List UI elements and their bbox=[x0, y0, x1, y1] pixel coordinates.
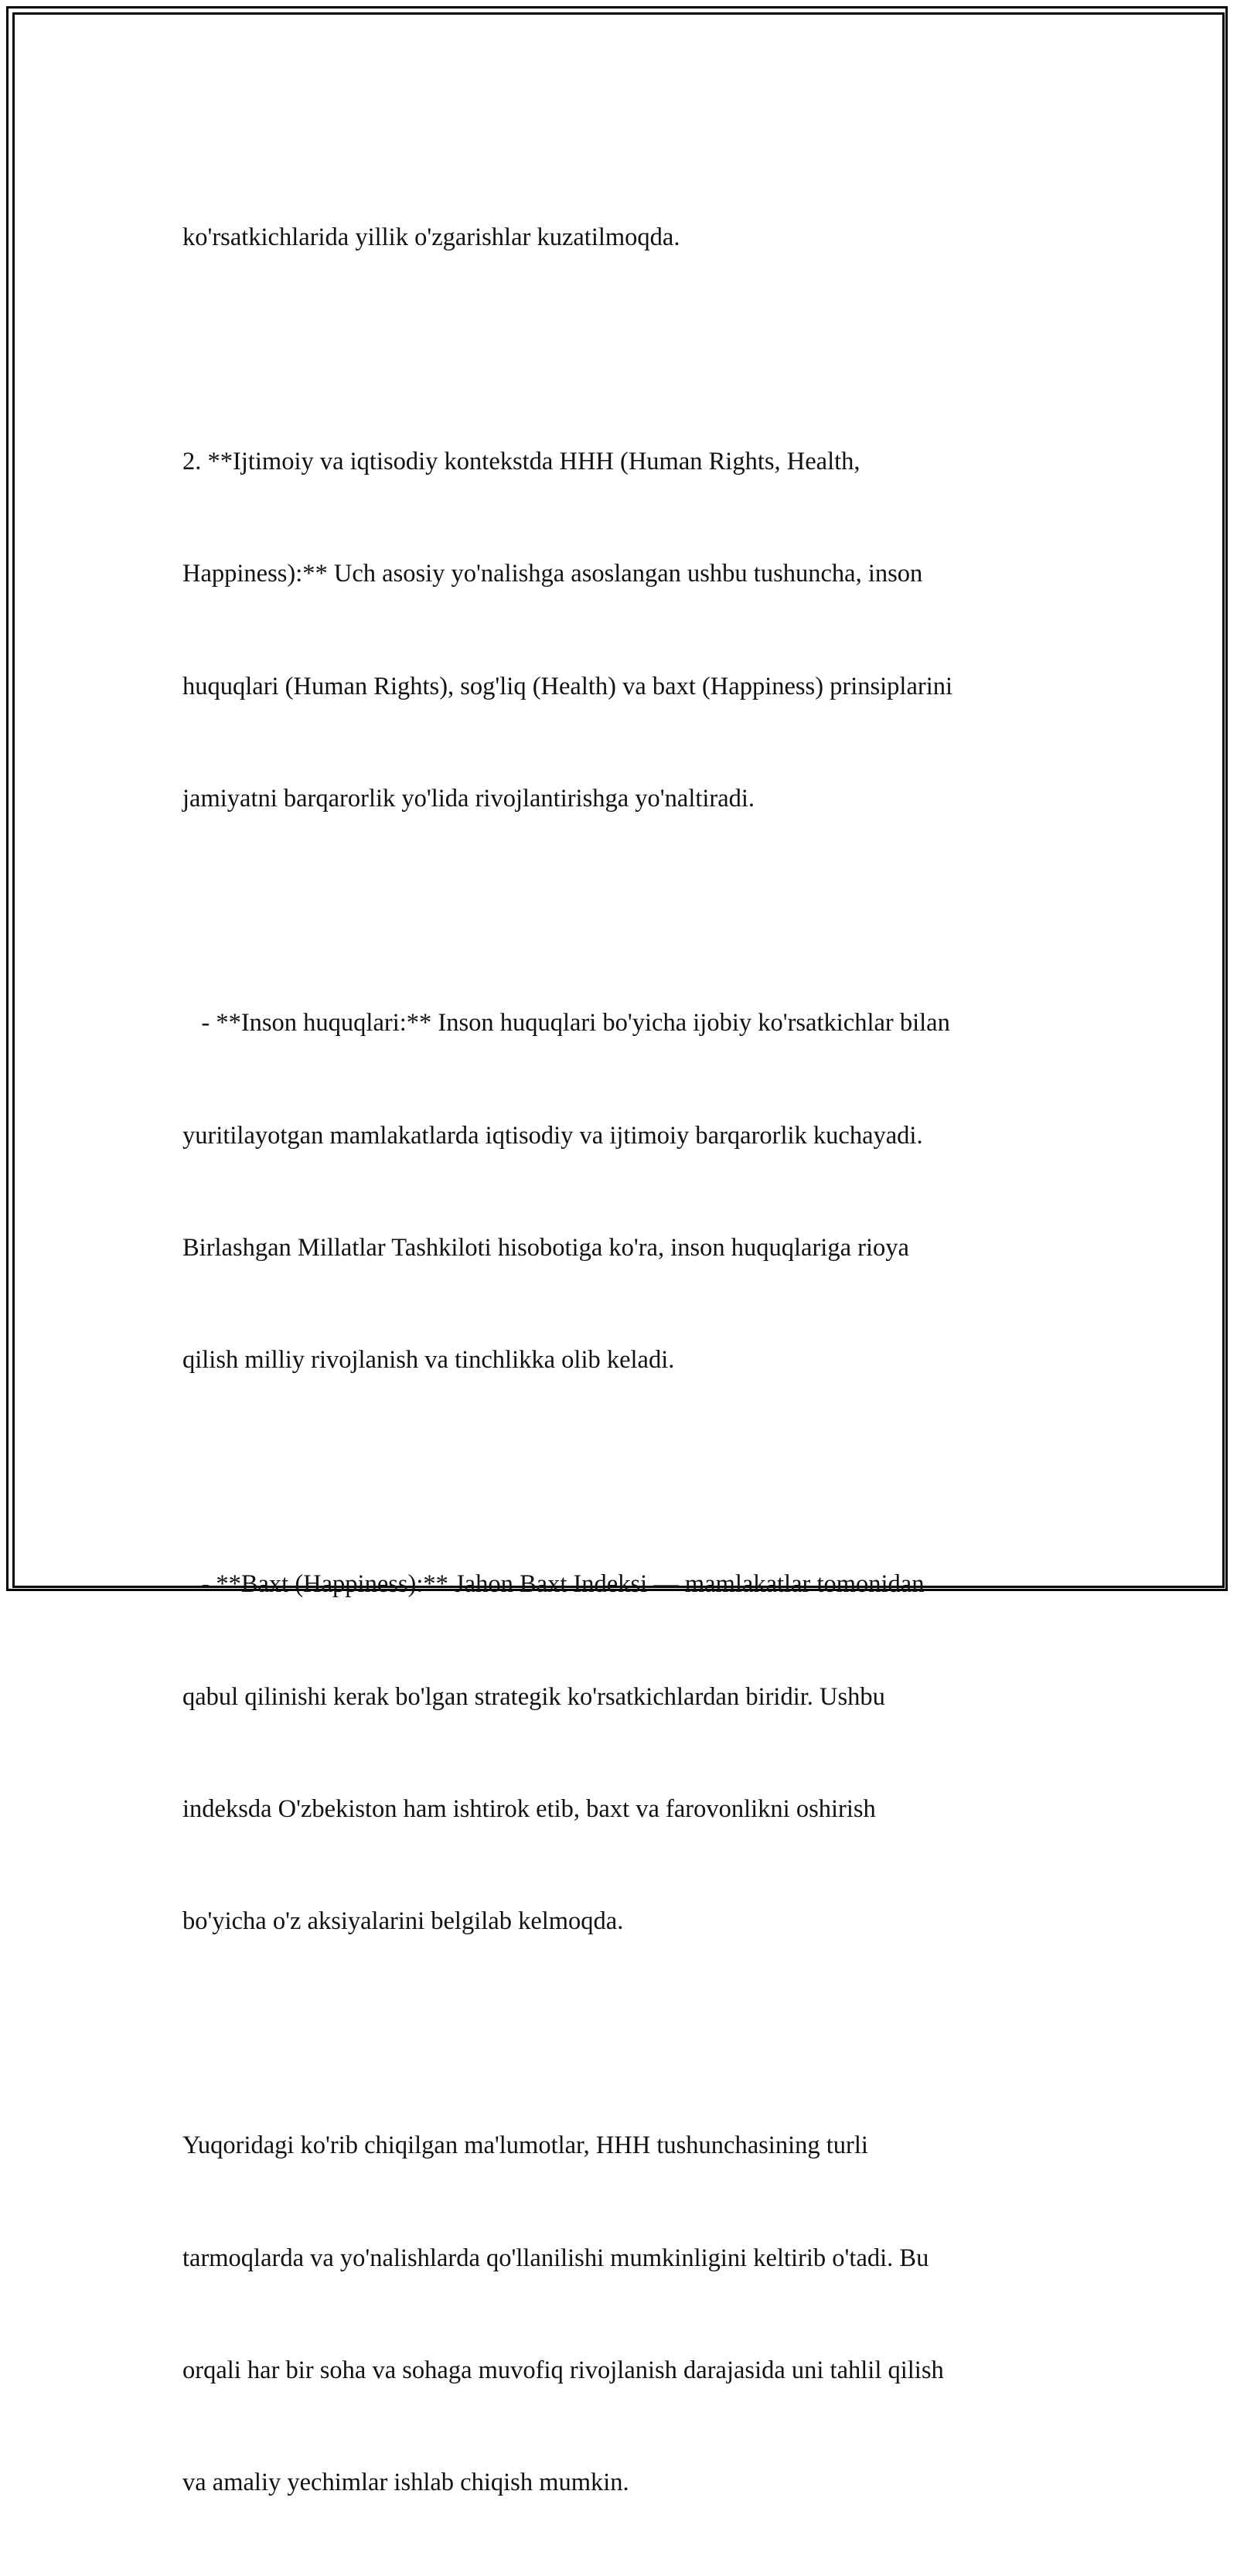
text-line: indeksda O'zbekiston ham ishtirok etib, baxt va farovonlikni oshirish bbox=[182, 1794, 876, 1823]
text-line: 2. **Ijtimoiy va iqtisodiy kontekstda HHH (Human Rights, Health, bbox=[182, 448, 860, 476]
text-line: jamiyatni barqarorlik yo'lida rivojlantirishga yo'naltiradi. bbox=[182, 784, 755, 813]
paragraph-gap bbox=[182, 331, 1072, 368]
document-body bbox=[182, 144, 1072, 2576]
text-line: va amaliy yechimlar ishlab chiqish mumkin. bbox=[182, 2469, 629, 2497]
paragraph-gap bbox=[182, 2015, 1072, 2052]
paragraph-gap bbox=[182, 1453, 1072, 1491]
text-line: Happiness):** Uch asosiy yo'nalishga asoslangan ushbu tushuncha, inson bbox=[182, 560, 923, 588]
text-line: Birlashgan Millatlar Tashkiloti hisobotiga ko'ra, inson huquqlariga rioya bbox=[182, 1233, 909, 1262]
paragraph-conclusion bbox=[182, 2053, 1072, 2576]
text-line: - **Baxt (Happiness):** Jahon Baxt Indeksi — mamlakatlar tomonidan bbox=[182, 1570, 925, 1599]
text-line: huquqlari (Human Rights), sog'liq (Health) va baxt (Happiness) prinsiplarini bbox=[182, 672, 953, 700]
text-line: - **Inson huquqlari:** Inson huquqlari bo'yicha ijobiy ko'rsatkichlar bilan bbox=[182, 1009, 950, 1038]
paragraph-human-rights bbox=[182, 930, 1072, 1454]
paragraph-gap bbox=[182, 892, 1072, 929]
text-line: orqali har bir soha va sohaga muvofiq rivojlanish darajasida uni tahlil qilish bbox=[182, 2356, 944, 2384]
text-line: yuritilayotgan mamlakatlarda iqtisodiy va ijtimoiy barqarorlik kuchayadi. bbox=[182, 1121, 923, 1150]
paragraph-hhh-context bbox=[182, 368, 1072, 892]
text-line: bo'yicha o'z aksiyalarini belgilab kelmoqda. bbox=[182, 1907, 624, 1936]
paragraph-happiness bbox=[182, 1491, 1072, 2015]
text-line: tarmoqlarda va yo'nalishlarda qo'llanilishi mumkinligini keltirib o'tadi. Bu bbox=[182, 2244, 929, 2272]
text-line: ko'rsatkichlarida yillik o'zgarishlar kuzatilmoqda. bbox=[182, 223, 680, 251]
paragraph-continuation bbox=[182, 144, 1072, 331]
text-line: qabul qilinishi kerak bo'lgan strategik ko'rsatkichlardan biridir. Ushbu bbox=[182, 1682, 885, 1711]
text-line: qilish milliy rivojlanish va tinchlikka olib keladi. bbox=[182, 1345, 675, 1374]
text-line: Yuqoridagi ko'rib chiqilgan ma'lumotlar, HHH tushunchasining turli bbox=[182, 2131, 868, 2160]
